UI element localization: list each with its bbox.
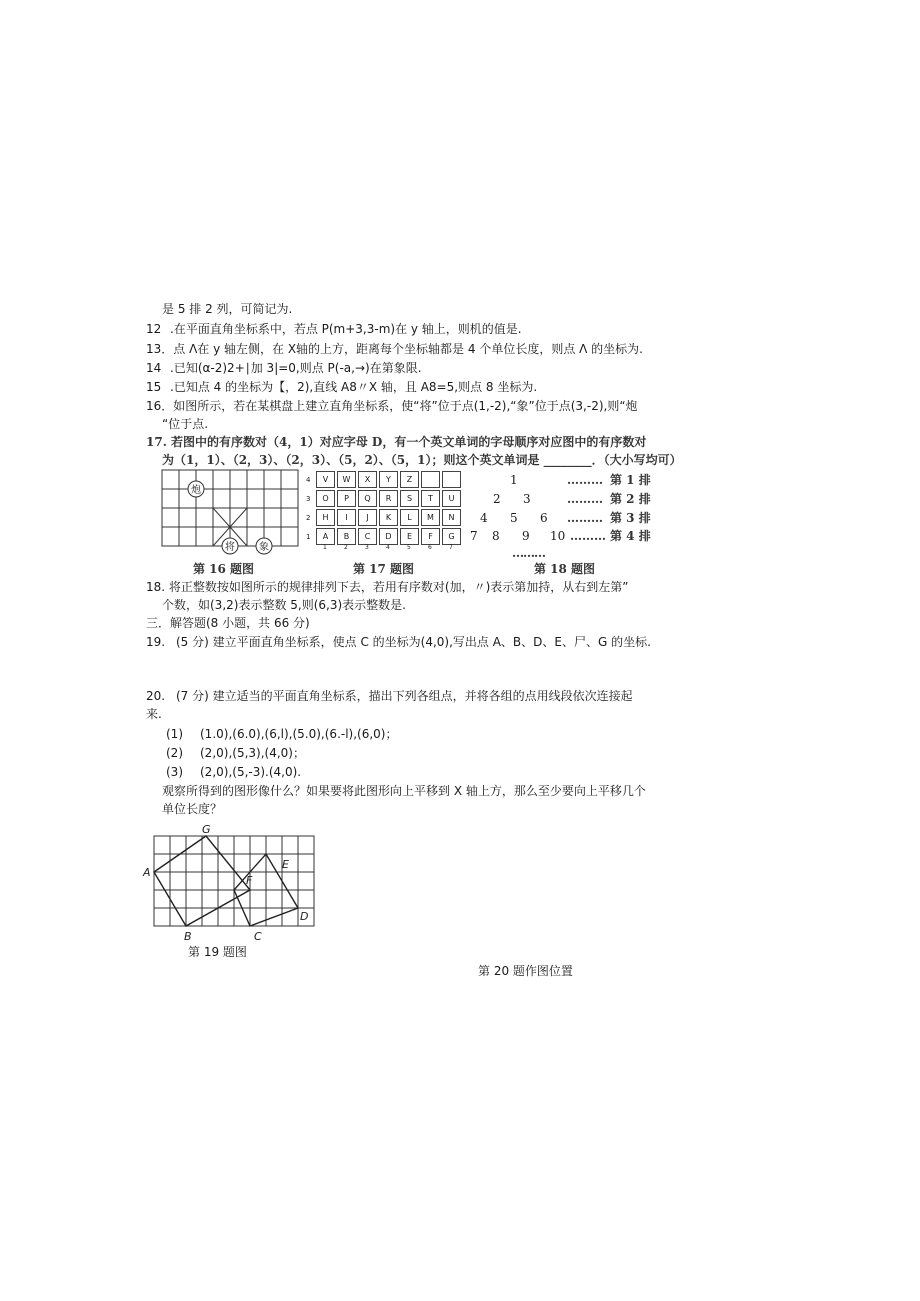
xiang-piece [256, 538, 272, 554]
fig17-letter-cell: C [358, 528, 377, 545]
q20-line1: (7 分) 建立适当的平面直角坐标系，描出下列各组点，并将各组的点用线段依次连接起 [176, 689, 633, 703]
fig17-letter-cell: X [358, 471, 377, 488]
fig17-x-tick: 7 [449, 544, 453, 551]
fig17-letter-cell [421, 471, 440, 488]
q16-line2: “位于点. [162, 417, 209, 431]
fig17-x-tick: 6 [428, 544, 432, 551]
fig18-num: 3 [523, 492, 531, 506]
section3-heading: 三．解答题(8 小题，共 66 分) [146, 616, 310, 630]
fig18-number-triangle [470, 470, 670, 560]
fig17-y-tick: 1 [306, 533, 311, 541]
fig17-letter-cell: U [442, 490, 461, 507]
point-D-label: D [300, 910, 309, 923]
fig19-grid-figure [140, 822, 320, 944]
fig18-num: 7 [470, 529, 478, 543]
fig17-caption: 第 17 题图 [353, 562, 415, 576]
fig17-letter-cell: K [379, 509, 398, 526]
fig17-letter-cell: Y [379, 471, 398, 488]
point-B-label: B [184, 930, 192, 943]
fig17-letter-cell: L [400, 509, 419, 526]
fig17-letter-cell: R [379, 490, 398, 507]
fig17-letter-cell: V [316, 471, 335, 488]
q18-line1: 18. 将正整数按如图所示的规律排列下去，若用有序数对(加，〃)表示第加持，从右到左第” [146, 580, 629, 594]
fig17-x-tick: 5 [407, 544, 411, 551]
fig18-dots: ……… [567, 511, 603, 525]
point-C-label: C [254, 930, 262, 943]
q12-text: .在平面直角坐标系中，若点 P(m+3,3-m)在 y 轴上，则机的值是. [170, 322, 522, 336]
fig18-dots: ……… [567, 492, 603, 506]
fig17-letter-cell: N [442, 509, 461, 526]
q20-sub3-text: (2,0),(5,-3).(4,0). [200, 765, 302, 779]
fig18-row-label: 第 2 排 [610, 492, 651, 506]
fig18-dots: ……… [567, 473, 603, 487]
q14-number: 14 [146, 361, 162, 375]
fig17-letter-cell: S [400, 490, 419, 507]
jiang-label: 将 [225, 542, 235, 553]
fig17-letter-cell: P [337, 490, 356, 507]
point-E-label: E [282, 858, 289, 871]
fig16-caption: 第 16 题图 [193, 562, 255, 576]
q14-text: .已知(α-2)2+∣加 3|=0,则点 P(-a,→)在第象限. [170, 361, 422, 375]
fig18-more: ……… [512, 546, 545, 560]
q20-sub3-number: (3) [166, 765, 183, 779]
fig17-x-tick: 3 [365, 544, 369, 551]
q13-text: 13．点 Λ在 y 轴左侧，在 X轴的上方，距离每个坐标轴都是 4 个单位长度，则点 Λ 的坐标为. [146, 342, 643, 356]
fig17-letter-cell: M [421, 509, 440, 526]
xiang-label: 象 [259, 542, 269, 553]
fig17-letter-cell [442, 471, 461, 488]
jiang-piece [222, 538, 238, 554]
q17-line1: 17. 若图中的有序数对（4，1）对应字母 D，有一个英文单词的字母顺序对应图中的有序数对 [146, 435, 647, 449]
fig17-y-tick: 3 [306, 495, 311, 503]
fig18-num: 8 [492, 529, 500, 543]
fig17-letter-cell: D [379, 528, 398, 545]
q20-sub1-text: (1.0),(6.0),(6,l),(5.0),(6.-l),(6,0)； [200, 727, 398, 741]
q12-number: 12 [146, 322, 162, 336]
fig19-caption: 第 19 题图 [188, 945, 247, 959]
fig18-caption: 第 18 题图 [534, 562, 596, 576]
fig17-x-tick: 2 [344, 544, 348, 551]
fig17-letter-cell: E [400, 528, 419, 545]
q20-observe-line1: 观察所得到的图形像什么？如果要将此图形向上平移到 X 轴上方，那么至少要向上平移几个 [162, 784, 646, 798]
fig17-y-tick: 2 [306, 514, 311, 522]
q20-number: 20. [146, 689, 166, 703]
fig17-letter-cell: A [316, 528, 335, 545]
fig18-num: 9 [522, 529, 530, 543]
fig17-letter-grid [306, 470, 466, 558]
q18-line2: 个数，如(3,2)表示整数 5,则(6,3)表示整数是. [162, 598, 406, 612]
fig17-letter-cell: Q [358, 490, 377, 507]
fig17-letter-cell: W [337, 471, 356, 488]
q19-text: (5 分) 建立平面直角坐标系，使点 C 的坐标为(4,0),写出点 A、B、D、E、尸、G 的坐标. [176, 635, 651, 649]
line-q11-tail: 是 5 排 2 列，可简记为. [162, 302, 293, 316]
fig17-letter-cell: O [316, 490, 335, 507]
fig17-letter-cell: G [442, 528, 461, 545]
fig18-row-label: 第 4 排 [610, 529, 651, 543]
fig16-chessboard [160, 468, 305, 556]
fig20-caption: 第 20 题作图位置 [478, 964, 573, 978]
point-F-label: F [246, 874, 253, 887]
fig17-letter-cell: H [316, 509, 335, 526]
fig17-letter-cell: J [358, 509, 377, 526]
fig18-dots: ……… [570, 529, 606, 543]
q20-sub1-number: (1) [166, 727, 183, 741]
fig18-num: 2 [493, 492, 501, 506]
q15-number: 15 [146, 380, 162, 394]
q17-line2: 为（1，1）、（2，3）、（2，3）、（5，2）、（5，1）；则这个英文单词是 ________．（大小写均可） [162, 453, 682, 467]
q16-line1: 16．如图所示，若在某棋盘上建立直角坐标系，使“将”位于点(1,-2),“象”位于点(3,-2),则“炮 [146, 399, 638, 413]
pao-label: 炮 [191, 485, 201, 496]
fig17-y-tick: 4 [306, 476, 311, 484]
fig17-letter-cell: F [421, 528, 440, 545]
fig17-x-tick: 1 [323, 544, 327, 551]
q20-observe-line2: 单位长度？ [162, 802, 223, 816]
fig18-num: 6 [540, 511, 548, 525]
fig18-num: 10 [550, 529, 566, 543]
fig18-row-label: 第 1 排 [610, 473, 651, 487]
fig18-row-label: 第 3 排 [610, 511, 651, 525]
q20-sub2-number: (2) [166, 746, 183, 760]
point-A-label: A [143, 866, 151, 879]
q15-text: .已知点 4 的坐标为【，2),直线 A8〃X 轴，且 A8=5,则点 8 坐标为. [170, 380, 538, 394]
fig17-letter-cell: B [337, 528, 356, 545]
fig17-letter-cell: Z [400, 471, 419, 488]
q20-line2: 来. [146, 707, 162, 721]
point-G-label: G [202, 823, 211, 836]
fig17-x-tick: 4 [386, 544, 390, 551]
fig17-letter-cell: T [421, 490, 440, 507]
q20-sub2-text: (2,0),(5,3),(4,0)； [200, 746, 305, 760]
q19-number: 19. [146, 635, 166, 649]
fig18-num: 1 [510, 473, 518, 487]
fig17-letter-cell: I [337, 509, 356, 526]
fig18-num: 4 [480, 511, 488, 525]
fig18-num: 5 [510, 511, 518, 525]
pao-piece [188, 481, 204, 497]
